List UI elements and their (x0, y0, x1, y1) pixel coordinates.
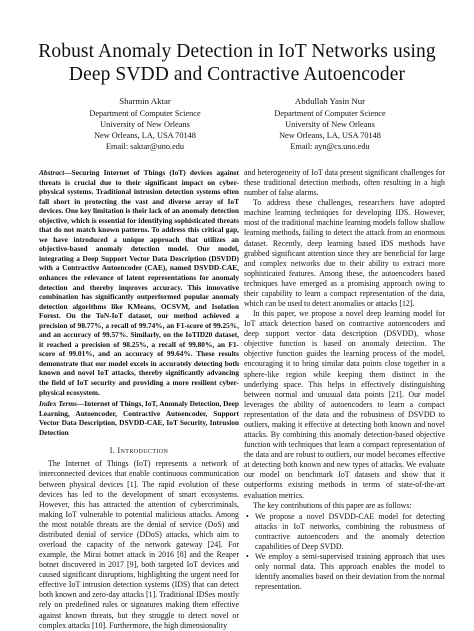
bullet-icon: • (246, 551, 249, 561)
list-item-text: We employ a semi-supervised training approach that uses only normal data. This approach enables the model to identify anomalies based on their deviation from the normal representation. (255, 551, 445, 592)
section-heading: I. Introduction (109, 446, 169, 456)
list-item (244, 552, 445, 592)
author-email: Email: saktar@uno.edu (105, 142, 185, 152)
author-email: Email: ayn@cs.uno.edu (290, 142, 370, 152)
author-department: Department of Computer Science (274, 108, 386, 118)
paper-title: Robust Anomaly Detection in IoT Networks using Deep SVDD and Contractive Autoencoder (38, 41, 436, 85)
abstract (39, 168, 239, 397)
index-terms (39, 399, 239, 437)
contributions-list (244, 512, 445, 593)
list-item-text: We propose a novel DSVDD-CAE model for detecting attacks in IoT networks, combining the robustness of contractive autoencoders and the anomaly detection capabilities of Deep SVDD. (255, 511, 445, 551)
abstract-label: Abstract (39, 168, 65, 177)
author-location: New Orleans, LA, USA 70148 (279, 131, 381, 141)
index-terms-text: —Internet of Things, IoT, Anomaly Detection, Deep Learning, Autoencoder, Contractive Autoencoder, Support Vector Data Description, DSVDD-CAE, IoT Security, Intrusion Detection (39, 399, 239, 437)
body-paragraph: In this paper, we propose a novel deep learning model for IoT attack detection based on contractive autoencoders and deep support vector data description (DSVDD), whose objective function is based on anomaly detection. The objective function guides the learning process of the model, encouraging it to bring similar data points close together in a sphere-like region while keeping them distinct in the underlying space. This helps in effectively distinguishing between normal and unusual data points [21]. Our model leverages the ability of autoencoders to learn a compact representation of the data and the robustness of DSVDD to outliers, making it effective at detecting both known and novel attacks. By combining this anomaly detection-based objective function with techniques that learn a compact representation of the data and are robust to outliers, our model becomes effective at detecting both known and new types of attacks. We evaluate our model on benchmark IoT datasets and show that it outperforms existing methods in terms of state-of-the-art evaluation metrics. (244, 309, 445, 500)
author-name: Abdullah Yasin Nur (294, 96, 366, 106)
author-location: New Orleans, LA, USA 70148 (94, 131, 196, 141)
left-column (39, 168, 239, 631)
contributions-intro: The key contributions of this paper are as follows: (253, 500, 412, 510)
author-block-1 (55, 96, 235, 153)
bullet-icon: • (246, 511, 249, 521)
body-paragraph: The Internet of Things (IoT) represents a network of interconnected devices that enable continuous communication between physical devices [1]. The rapid evolution of these devices has led to the development of smart ecosystems. However, this has attracted the attention of cybercriminals, making IoT vulnerable to potential malicious attacks. Among the most notable threats are the denial of service (DoS) and distributed denial of service (DDoS) attacks, which aim to overload the capacity of the network gateway [24]. For example, the Mirai botnet attack in 2016 [8] and the Reaper botnet discovered in 2017 [9], both targeted IoT devices and caused significant disruptions, highlighting the urgent need for effective IoT intrusion detection systems (IDS) that can detect both known and zero-day attacks [1]. Traditional IDSes mostly rely on predefined rules or signatures making them effective against known threats, but they struggle to detect novel or complex attacks [10]. Furthermore, the high dimensionality (39, 459, 239, 630)
body-paragraph: To address these challenges, researchers have adopted machine learning techniques for developing IDS. However, most of the traditional machine learning models follow shallow learning methods, failing to detect the attack from an enormous dataset. Recently, deep learning based IDS methods have grabbed significant attention since they are beneficial for large and complex networks due to their ability to extract more sophisticated features. Among these, the autoencoders based techniques have emerged as a promising approach owing to their capability to learn a compact representation of the data, which can be used to detect anomalies or attacks [12]. (244, 198, 445, 309)
author-university: University of New Orleans (285, 119, 375, 129)
list-item (244, 512, 445, 552)
abstract-text: —Securing Internet of Things (IoT) devices against threats is crucial due to their significant impact on cyber-physical systems. Traditional intrusion detection systems often fall short in protecting the vast and diverse array of IoT devices. One key limitation is their lack of an anomaly detection objective, which is essential for identifying sophisticated threats that do not match known patterns. To address this critical gap, we have introduced a unique approach that utilizes an objective-based anomaly detection model. Our model, integrating a Deep Support Vector Data Description (DSVDD) with a Contractive Autoencoder (CAE), named DSVDD-CAE, enhances the relevance of latent representations for anomaly detection and thereby improves accuracy. This innovative combination has significantly outperformed popular anomaly detection algorithms like KMeans, OCSVM, and Isolation Forest. On the ToN-IoT dataset, our method achieved a precision of 98.77%, a recall of 99.74%, an F1-score of 99.25%, and an accuracy of 99.57%. Similarly, on the IoTID20 dataset, it reached a precision of 98.25%, a recall of 99.80%, an F1-score of 99.01%, and an accuracy of 99.64%. These results demonstrate that our model excels in accurately detecting both known and novel IoT attacks, thereby significantly advancing the field of IoT security and providing a more resilient cyber-physical ecosystem. (39, 168, 239, 397)
author-name: Sharmin Aktar (119, 96, 171, 106)
author-block-2 (240, 96, 420, 153)
body-paragraph: and heterogeneity of IoT data present significant challenges for these traditional detection methods, often resulting in a high number of false alarms. (244, 168, 445, 198)
index-terms-label: Index Terms (39, 399, 77, 409)
author-university: University of New Orleans (100, 119, 190, 129)
right-column (244, 168, 445, 592)
author-department: Department of Computer Science (89, 108, 201, 118)
